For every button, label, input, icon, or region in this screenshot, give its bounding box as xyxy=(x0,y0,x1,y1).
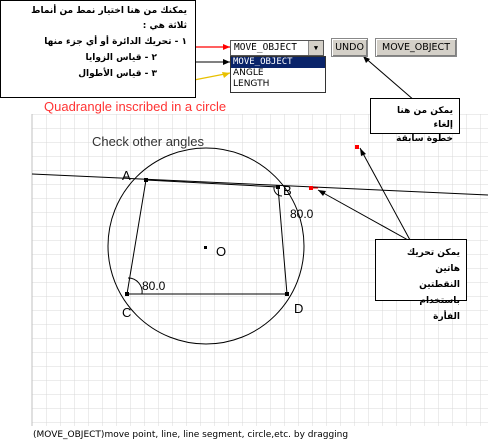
mode-select-value: MOVE_OBJECT xyxy=(234,42,297,53)
mode-option-move-object[interactable]: MOVE_OBJECT xyxy=(231,57,325,68)
undo-callout-line2: خطوة سابقة xyxy=(396,134,453,144)
mode3-text: ٣ - قياس الأطوال xyxy=(78,69,157,79)
undo-callout xyxy=(370,98,460,144)
undo-button[interactable]: UNDO xyxy=(331,38,368,57)
label-A: A xyxy=(122,168,131,183)
label-D: D xyxy=(294,301,304,316)
mode-dropdown-list[interactable] xyxy=(230,56,326,93)
angle-value-C: 80.0 xyxy=(142,279,166,293)
point-B[interactable] xyxy=(276,185,280,189)
canvas-title: Quadrangle inscribed in a circle xyxy=(44,99,227,114)
label-B: B xyxy=(283,183,292,198)
canvas-subtitle: Check other angles xyxy=(92,134,205,149)
angle-value-B: 80.0 xyxy=(290,207,314,221)
point-A[interactable] xyxy=(144,178,148,182)
point-C[interactable] xyxy=(125,292,129,296)
mode-option-angle[interactable]: ANGLE xyxy=(233,68,264,78)
arrow-undo xyxy=(363,56,415,101)
mode-select[interactable] xyxy=(230,40,324,56)
draggable-point-2[interactable] xyxy=(355,145,359,149)
point-D[interactable] xyxy=(285,292,289,296)
point-O[interactable] xyxy=(204,246,207,249)
chevron-down-icon[interactable]: ▼ xyxy=(308,41,323,55)
mode2-text: ٢ - قياس الزوايا xyxy=(85,53,157,63)
modes-intro-line2: ثلاثة هي : xyxy=(142,21,187,31)
mode-option-length[interactable]: LENGTH xyxy=(233,79,270,89)
modes-callout xyxy=(0,0,196,98)
move-callout-line1: يمكن تحريك هاتين xyxy=(406,248,460,274)
mode1-text: ١ - تحريك الدائرة أو أي جزء منها xyxy=(44,37,187,47)
label-O: O xyxy=(216,244,227,259)
label-C: C xyxy=(122,305,132,320)
move-callout-line2: النقطتين باستخدام xyxy=(419,280,460,306)
undo-callout-line1: يمكن من هنا إلغاء xyxy=(397,106,453,130)
move-points-callout xyxy=(375,239,467,322)
move-callout-line3: الفأرة xyxy=(433,312,460,322)
modes-intro-line1: يمكنك من هنا اختيار نمط من أنماط xyxy=(31,6,187,16)
status-bar-text: (MOVE_OBJECT)move point, line, line segment, circle,etc. by dragging xyxy=(33,430,349,440)
move-object-button[interactable]: MOVE_OBJECT xyxy=(375,38,457,57)
